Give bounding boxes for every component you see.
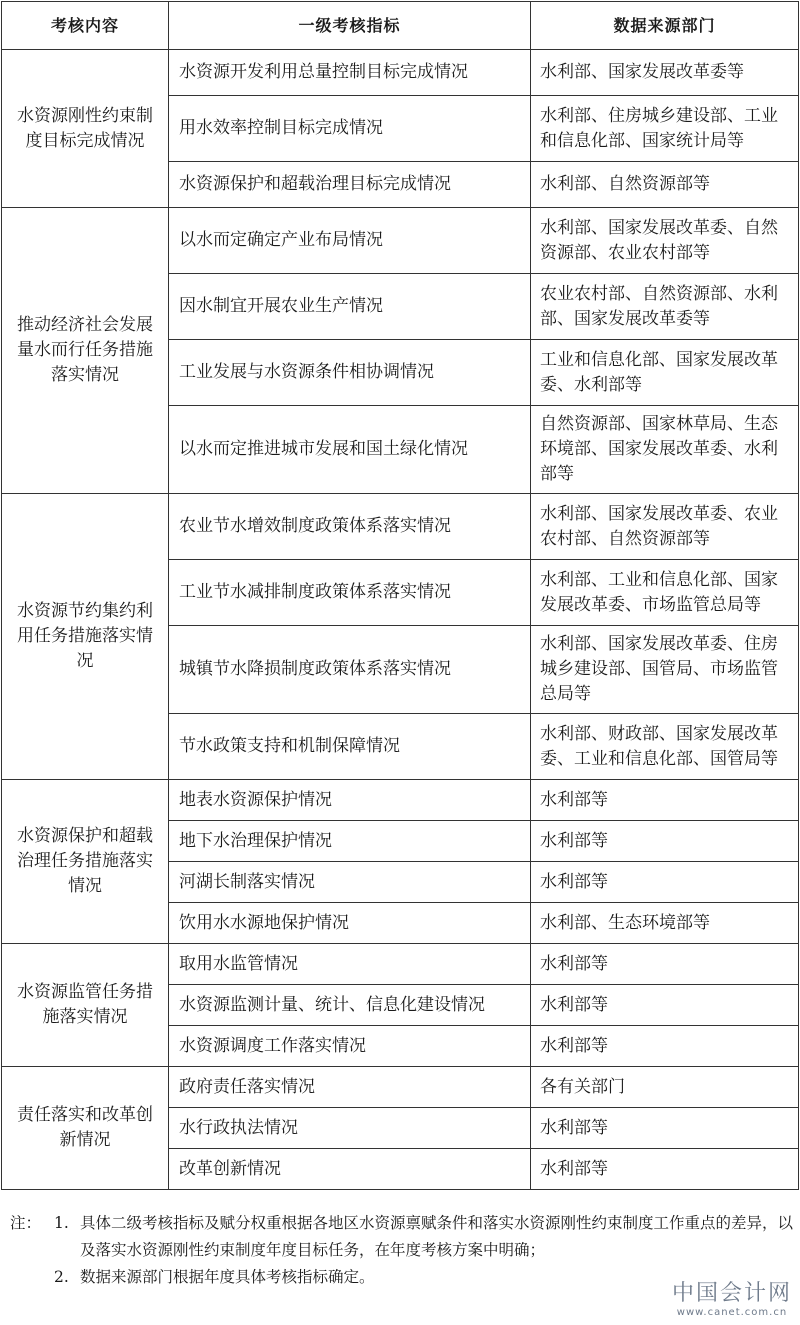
data-source-cell: 水利部等 bbox=[531, 985, 799, 1026]
assessment-category-cell: 水资源刚性约束制度目标完成情况 bbox=[2, 50, 169, 208]
assessment-table bbox=[1, 1, 799, 1190]
indicator-cell: 用水效率控制目标完成情况 bbox=[169, 96, 531, 162]
indicator-cell: 以水而定推进城市发展和国土绿化情况 bbox=[169, 406, 531, 494]
indicator-cell: 农业节水增效制度政策体系落实情况 bbox=[169, 494, 531, 560]
data-source-cell: 水利部等 bbox=[531, 1149, 799, 1190]
watermark-title: 中国会计网 bbox=[671, 1281, 792, 1306]
indicator-cell: 地表水资源保护情况 bbox=[169, 780, 531, 821]
data-source-cell: 水利部、生态环境部等 bbox=[531, 903, 799, 944]
note-text: 数据来源部门根据年度具体考核指标确定。 bbox=[80, 1268, 375, 1286]
notes bbox=[10, 1210, 795, 1291]
indicator-cell: 城镇节水降损制度政策体系落实情况 bbox=[169, 626, 531, 714]
data-source-cell: 水利部等 bbox=[531, 944, 799, 985]
table-row bbox=[2, 944, 799, 985]
header-assessment-content: 考核内容 bbox=[2, 2, 169, 50]
indicator-cell: 水资源监测计量、统计、信息化建设情况 bbox=[169, 985, 531, 1026]
table-header-row bbox=[2, 2, 799, 50]
assessment-category-cell: 水资源保护和超载治理任务措施落实情况 bbox=[2, 780, 169, 944]
table-row bbox=[2, 780, 799, 821]
data-source-cell: 工业和信息化部、国家发展改革委、水利部等 bbox=[531, 340, 799, 406]
indicator-cell: 政府责任落实情况 bbox=[169, 1067, 531, 1108]
watermark-url: www.canet.com.cn bbox=[676, 1307, 788, 1318]
note-number: 2. bbox=[54, 1268, 69, 1286]
header-primary-indicator: 一级考核指标 bbox=[169, 2, 531, 50]
data-source-cell: 水利部等 bbox=[531, 821, 799, 862]
data-source-cell: 水利部等 bbox=[531, 1026, 799, 1067]
table-row bbox=[2, 208, 799, 274]
table-row bbox=[2, 494, 799, 560]
data-source-cell: 水利部、国家发展改革委、自然资源部、农业农村部等 bbox=[531, 208, 799, 274]
assessment-category-cell: 水资源监管任务措施落实情况 bbox=[2, 944, 169, 1067]
data-source-cell: 水利部、自然资源部等 bbox=[531, 162, 799, 208]
indicator-cell: 工业节水减排制度政策体系落实情况 bbox=[169, 560, 531, 626]
data-source-cell: 水利部、工业和信息化部、国家发展改革委、市场监管总局等 bbox=[531, 560, 799, 626]
table-row bbox=[2, 50, 799, 96]
indicator-cell: 以水而定确定产业布局情况 bbox=[169, 208, 531, 274]
data-source-cell: 水利部、财政部、国家发展改革委、工业和信息化部、国管局等 bbox=[531, 714, 799, 780]
table-body bbox=[2, 50, 799, 1190]
note-item bbox=[10, 1210, 795, 1264]
header-data-source: 数据来源部门 bbox=[531, 2, 799, 50]
data-source-cell: 水利部、住房城乡建设部、工业和信息化部、国家统计局等 bbox=[531, 96, 799, 162]
table-row bbox=[2, 1067, 799, 1108]
data-source-cell: 水利部等 bbox=[531, 780, 799, 821]
indicator-cell: 地下水治理保护情况 bbox=[169, 821, 531, 862]
indicator-cell: 因水制宜开展农业生产情况 bbox=[169, 274, 531, 340]
note-number: 1. bbox=[54, 1214, 69, 1232]
watermark bbox=[672, 1281, 792, 1319]
data-source-cell: 自然资源部、国家林草局、生态环境部、国家发展改革委、水利部等 bbox=[531, 406, 799, 494]
indicator-cell: 取用水监管情况 bbox=[169, 944, 531, 985]
indicator-cell: 水行政执法情况 bbox=[169, 1108, 531, 1149]
indicator-cell: 河湖长制落实情况 bbox=[169, 862, 531, 903]
indicator-cell: 水资源保护和超载治理目标完成情况 bbox=[169, 162, 531, 208]
assessment-category-cell: 责任落实和改革创新情况 bbox=[2, 1067, 169, 1190]
note-text: 具体二级考核指标及赋分权重根据各地区水资源禀赋条件和落实水资源刚性约束制度工作重点的差异，以及落实水资源刚性约束制度年度目标任务，在年度考核方案中明确； bbox=[80, 1214, 794, 1259]
assessment-category-cell: 水资源节约集约利用任务措施落实情况 bbox=[2, 494, 169, 780]
data-source-cell: 各有关部门 bbox=[531, 1067, 799, 1108]
indicator-cell: 水资源调度工作落实情况 bbox=[169, 1026, 531, 1067]
note-prefix: 注： bbox=[10, 1214, 42, 1232]
data-source-cell: 水利部、国家发展改革委、住房城乡建设部、国管局、市场监管总局等 bbox=[531, 626, 799, 714]
indicator-cell: 节水政策支持和机制保障情况 bbox=[169, 714, 531, 780]
data-source-cell: 农业农村部、自然资源部、水利部、国家发展改革委等 bbox=[531, 274, 799, 340]
data-source-cell: 水利部、国家发展改革委等 bbox=[531, 50, 799, 96]
indicator-cell: 饮用水水源地保护情况 bbox=[169, 903, 531, 944]
indicator-cell: 改革创新情况 bbox=[169, 1149, 531, 1190]
indicator-cell: 工业发展与水资源条件相协调情况 bbox=[169, 340, 531, 406]
indicator-cell: 水资源开发利用总量控制目标完成情况 bbox=[169, 50, 531, 96]
assessment-category-cell: 推动经济社会发展量水而行任务措施落实情况 bbox=[2, 208, 169, 494]
data-source-cell: 水利部、国家发展改革委、农业农村部、自然资源部等 bbox=[531, 494, 799, 560]
data-source-cell: 水利部等 bbox=[531, 1108, 799, 1149]
data-source-cell: 水利部等 bbox=[531, 862, 799, 903]
